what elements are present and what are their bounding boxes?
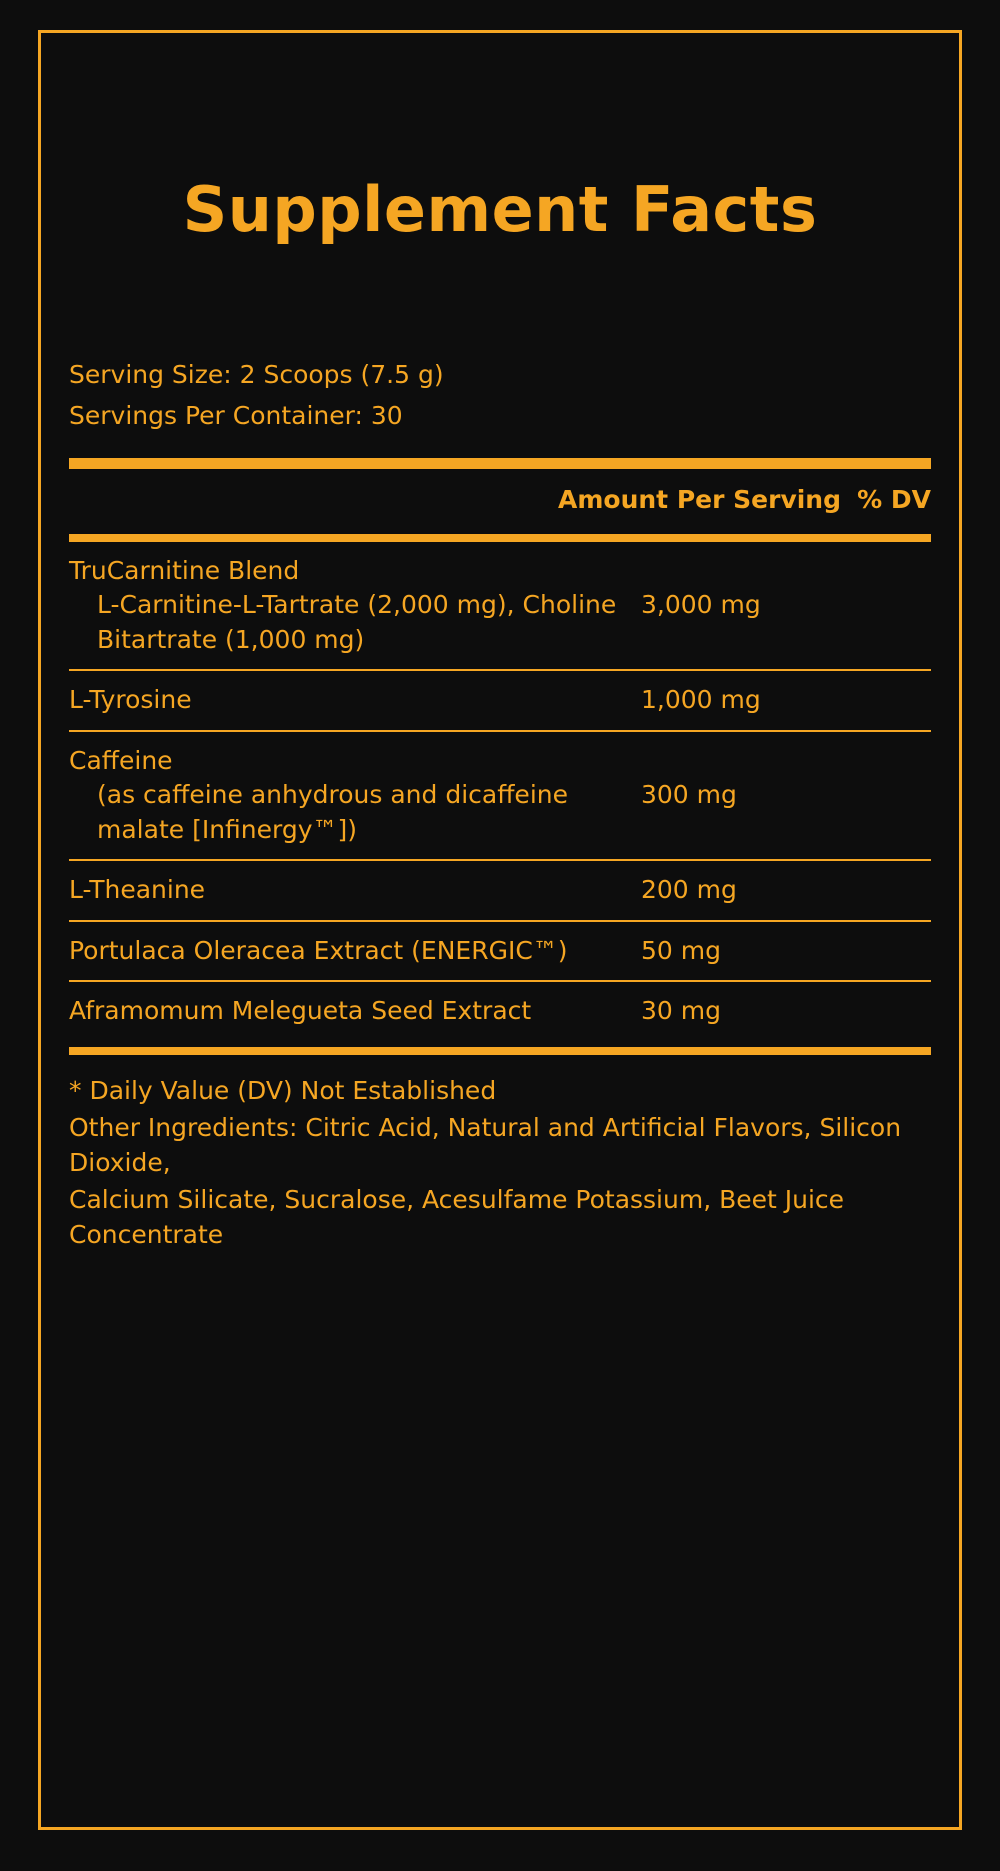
column-headers: [69, 469, 931, 528]
divider-medium: [69, 534, 931, 542]
column-header-amount: Amount Per Serving: [558, 484, 841, 514]
ingredient-name: Aframomum Melegueta Seed Extract: [69, 996, 532, 1025]
ingredient-name: TruCarnitine Blend: [69, 555, 300, 585]
ingredient-name: L-Tyrosine: [69, 685, 192, 714]
servings-per-container: Servings Per Container: 30: [69, 400, 403, 430]
divider-thick-bottom: [69, 1047, 931, 1055]
ingredient-name-block: [69, 744, 641, 848]
ingredient-amount: 50 mg: [641, 935, 721, 965]
table-row: [69, 922, 931, 981]
daily-value-note: * Daily Value (DV) Not Established: [69, 1075, 497, 1105]
serving-size: Serving Size: 2 Scoops (7.5 g): [69, 360, 444, 389]
ingredient-name-block: [69, 873, 641, 908]
column-header-dv: % DV: [857, 484, 931, 514]
ingredient-amount: 200 mg: [641, 875, 737, 904]
ingredient-name: L-Theanine: [69, 875, 206, 904]
table-row: [69, 542, 931, 670]
table-row: [69, 982, 931, 1041]
other-ingredients-line-1: Other Ingredients: Citric Acid, Natural and Artificial Flavors, Silicon Dioxide,: [69, 1112, 902, 1177]
supplement-facts-panel: [38, 30, 962, 1830]
ingredient-sub: L-Carnitine-L-Tartrate (2,000 mg), Choline Bitartrate (1,000 mg): [97, 590, 617, 654]
ingredient-name: Caffeine: [69, 745, 173, 775]
footnotes: [69, 1055, 931, 1252]
ingredient-sub: (as caffeine anhydrous and dicaffeine malate [Infinergy™]): [97, 780, 568, 844]
table-row: [69, 861, 931, 920]
ingredient-amount: 3,000 mg: [641, 590, 761, 619]
page-title: Supplement Facts: [182, 173, 818, 246]
ingredient-name: Portulaca Oleracea Extract (ENERGIC™): [69, 935, 568, 965]
ingredient-name-block: [69, 934, 641, 969]
divider-thick-top: [69, 458, 931, 469]
other-ingredients-line-2: Calcium Silicate, Sucralose, Acesulfame Potassium, Beet Juice Concentrate: [69, 1184, 845, 1249]
serving-info: [69, 356, 931, 436]
ingredient-amount: 30 mg: [641, 996, 721, 1025]
ingredient-name-block: [69, 683, 641, 718]
ingredient-amount: 300 mg: [641, 780, 737, 809]
ingredient-name-block: [69, 554, 641, 658]
ingredient-name-block: [69, 994, 641, 1029]
ingredient-amount: 1,000 mg: [641, 685, 761, 714]
table-row: [69, 732, 931, 860]
table-row: [69, 671, 931, 730]
